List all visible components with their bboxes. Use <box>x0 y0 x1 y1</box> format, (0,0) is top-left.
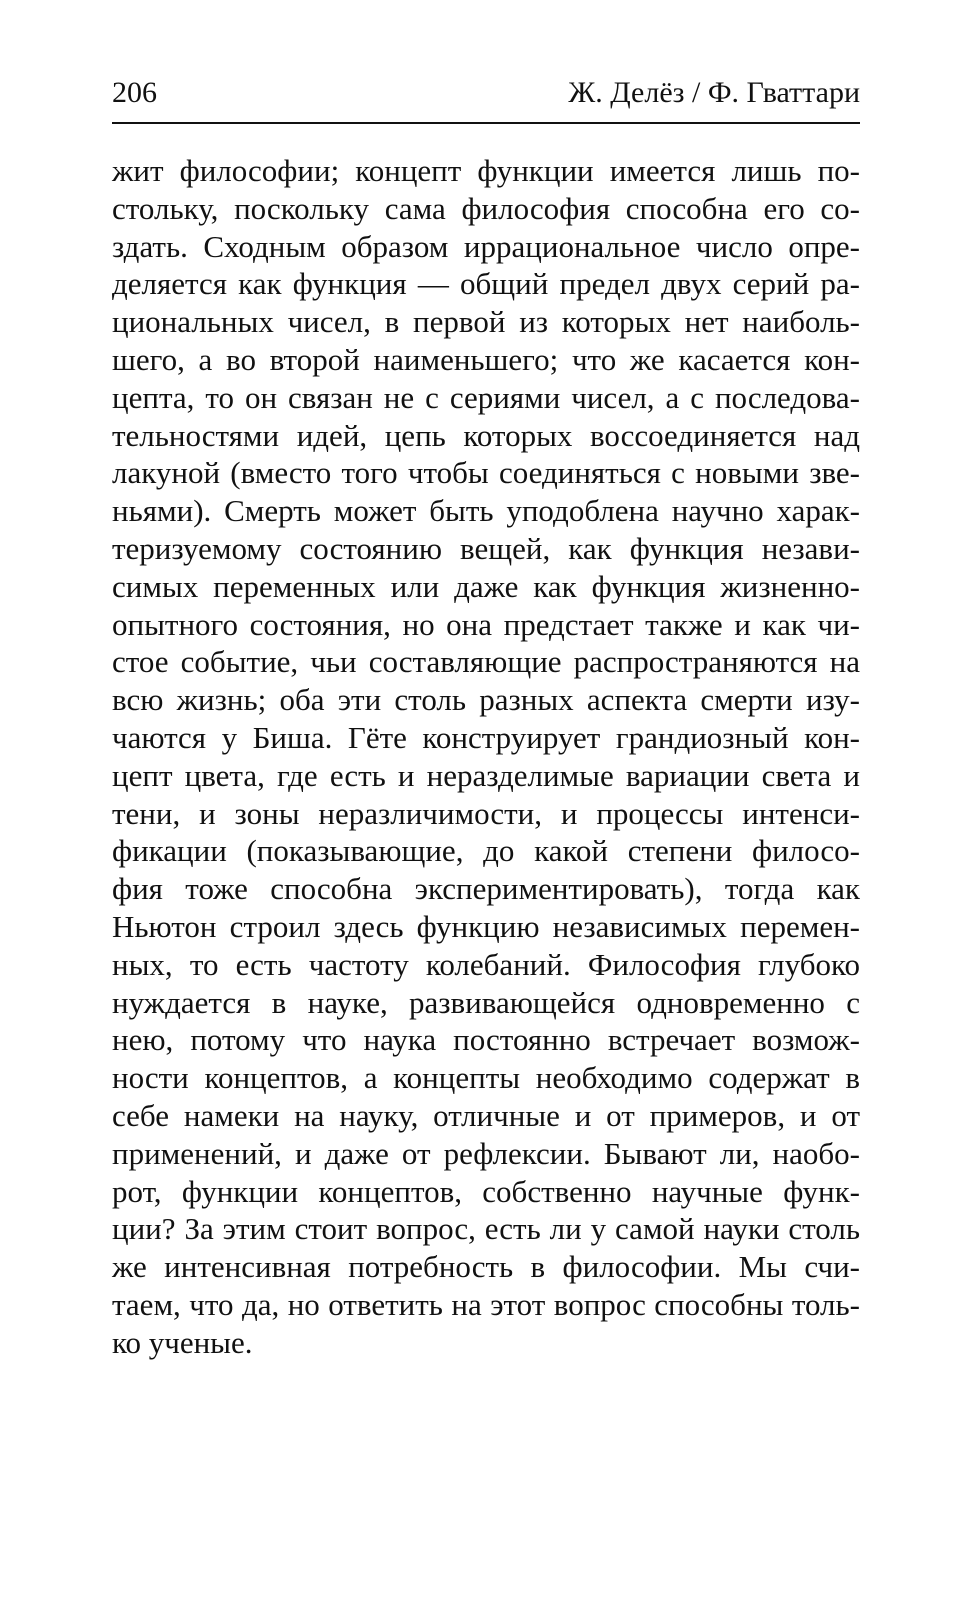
text-line: цепт цвета, где есть и неразделимые вариации света и <box>112 757 860 793</box>
text-line: жит философии; концепт функции имеется лишь по- <box>112 153 860 188</box>
header-rule <box>112 122 860 124</box>
running-header <box>112 70 860 110</box>
text-line: деляется как функция — общий предел двух серий ра- <box>112 266 860 302</box>
text-line: циональных чисел, в первой из которых нет наиболь- <box>112 304 860 340</box>
text-line: же интенсивная потребность в философии. Мы счи- <box>112 1249 860 1285</box>
text-line: Ньютон строил здесь функцию независимых перемен- <box>112 908 860 944</box>
text-line: тельностями идей, цепь которых воссоединяется над <box>112 417 860 453</box>
text-line: рот, функции концептов, собственно научные функ- <box>112 1173 860 1209</box>
text-line: ции? За этим стоит вопрос, есть ли у самой науки столь <box>112 1211 860 1247</box>
running-title: Ж. Делёз / Ф. Гваттари <box>568 76 860 109</box>
text-line: фикации (показывающие, до какой степени филосо- <box>112 833 860 869</box>
text-line: стольку, поскольку сама философия способна его со- <box>112 190 860 226</box>
text-line: ности концептов, а концепты необходимо содержат в <box>112 1060 860 1096</box>
text-line: лакуной (вместо того чтобы соединяться с новыми зве- <box>112 455 860 491</box>
text-line: симых переменных или даже как функция жизненно- <box>112 568 860 604</box>
text-line: здать. Сходным образом иррациональное число опре- <box>112 228 860 264</box>
text-line: применений, и даже от рефлексии. Бывают ли, наобо- <box>112 1135 860 1171</box>
body-text <box>112 152 860 1362</box>
text-line: тени, и зоны неразличимости, и процессы интенси- <box>112 795 860 831</box>
text-line: шего, а во второй наименьшего; что же касается кон- <box>112 341 860 377</box>
text-line: нею, потому что наука постоянно встречает возмож- <box>112 1022 860 1058</box>
text-line: нуждается в науке, развивающейся одновременно с <box>112 984 860 1020</box>
text-line: ко ученые. <box>112 1324 253 1360</box>
text-line: чаются у Биша. Гёте конструирует грандиозный кон- <box>112 719 860 755</box>
text-line: ных, то есть частоту колебаний. Философия глубоко <box>112 946 860 982</box>
text-line: себе намеки на науку, отличные и от примеров, и от <box>112 1097 860 1133</box>
text-line: теризуемому состоянию вещей, как функция незави- <box>112 530 860 566</box>
text-line: таем, что да, но ответить на этот вопрос способны толь- <box>112 1286 860 1322</box>
text-line: ньями). Смерть может быть уподоблена научно харак- <box>112 493 860 529</box>
text-line: цепта, то он связан не с сериями чисел, а с последова- <box>112 379 860 415</box>
text-line: фия тоже способна экспериментировать), тогда как <box>112 871 860 907</box>
text-line: стое событие, чьи составляющие распространяются на <box>112 644 860 680</box>
text-line: всю жизнь; оба эти столь разных аспекта смерти изу- <box>112 682 860 718</box>
text-line: опытного состояния, но она предстает также и как чи- <box>112 606 860 642</box>
page-number: 206 <box>112 76 157 109</box>
